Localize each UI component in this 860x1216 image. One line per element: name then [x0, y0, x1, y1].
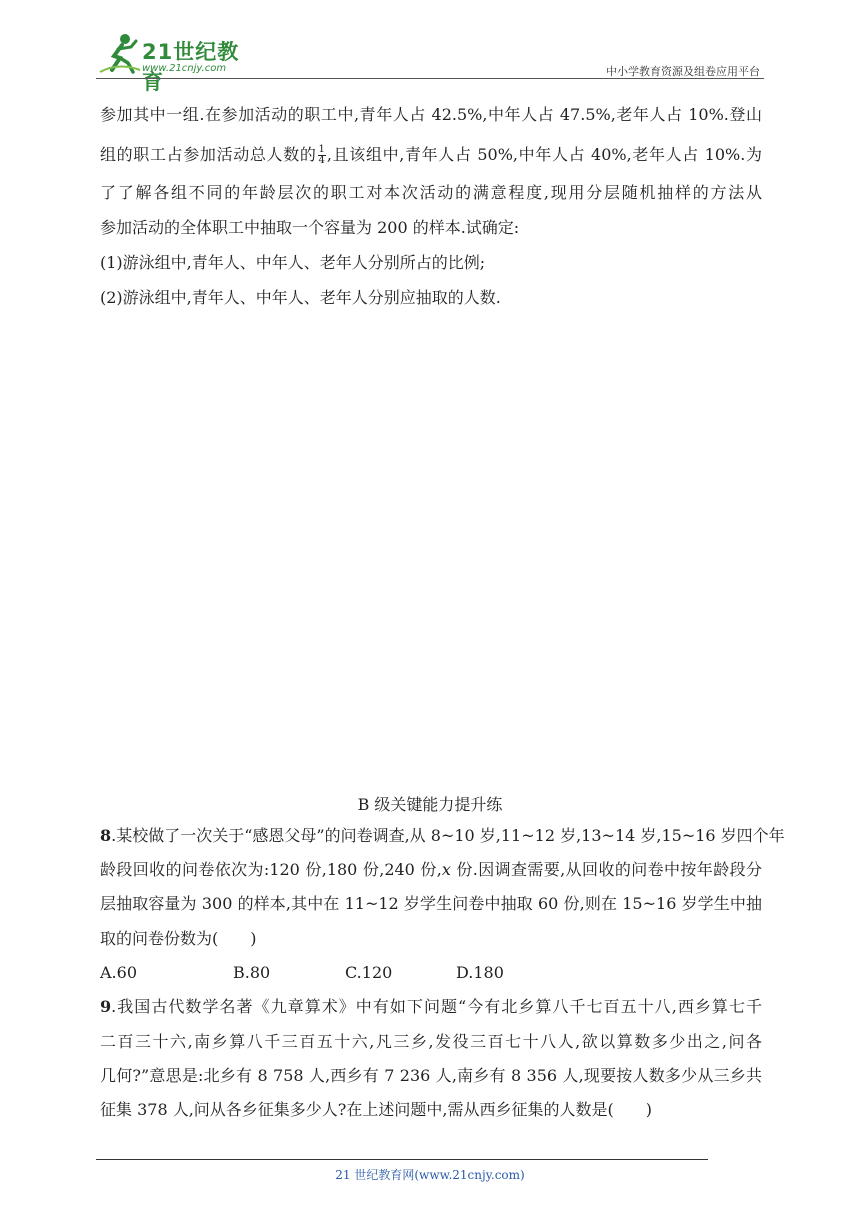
- problem-7-line-3: 了了解各组不同的年龄层次的职工对本次活动的满意程度,现用分层随机抽样的方法从: [100, 183, 762, 202]
- problem-8-line-4: 取的问卷份数为( ): [100, 929, 257, 948]
- problem-9-line-1: [100, 997, 762, 1017]
- problem-7-line-2-pre: 组的职工占参加活动总人数的: [100, 145, 317, 164]
- problem-8-line-2-pre: 龄段回收的问卷依次为:120 份,180 份,240 份,: [100, 860, 442, 879]
- problem-8-number: 8: [100, 826, 112, 845]
- problem-7-line-4: 参加活动的全体职工中抽取一个容量为 200 的样本.试确定:: [100, 218, 520, 237]
- page-header: [98, 32, 760, 94]
- header-divider: [96, 78, 764, 79]
- problem-9-line-2: 二百三十六,南乡算八千三百五十六,凡三乡,发役三百七十八人,欲以算数多少出之,问各: [100, 1032, 762, 1051]
- logo-text: 21世纪教育: [142, 40, 240, 94]
- problem-8-line-2-post: 份.因调查需要,从回收的问卷中按年龄段分: [450, 860, 762, 879]
- footer-divider: [96, 1159, 708, 1160]
- problem-8-line-3: 层抽取容量为 300 的样本,其中在 11~12 岁学生问卷中抽取 60 份,则在 15~16 岁学生中抽: [100, 894, 762, 913]
- problem-9-line-4: 征集 378 人,问从各乡征集多少人?在上述问题中,需从西乡征集的人数是( ): [100, 1100, 652, 1119]
- problem-8-line-1: [100, 826, 785, 846]
- fraction-denominator: 4: [318, 155, 325, 166]
- problem-7-subquestion-2: (2)游泳组中,青年人、中年人、老年人分别应抽取的人数.: [100, 288, 501, 307]
- problem-7-subquestion-1: (1)游泳组中,青年人、中年人、老年人分别所占的比例;: [100, 253, 486, 272]
- fraction-numerator: 1: [318, 144, 325, 155]
- footer-text: 21 世纪教育网(www.21cnjy.com): [335, 1168, 525, 1182]
- fraction-one-quarter: [318, 145, 326, 166]
- problem-7-line-2: [100, 145, 762, 166]
- problem-7-line-1: 参加其中一组.在参加活动的职工中,青年人占 42.5%,中年人占 47.5%,老年人占 10%.登山: [100, 105, 762, 124]
- site-logo: [98, 32, 258, 94]
- problem-8-line-2: [100, 860, 762, 880]
- section-b-title: B 级关键能力提升练: [357, 795, 503, 814]
- problem-8-line-1-text: .某校做了一次关于“感恩父母”的问卷调查,从 8~10 岁,11~12 岁,13~14 岁,15~16 岁四个年: [111, 826, 785, 845]
- runner-logo-icon: [98, 32, 142, 76]
- problem-7-line-2-post: ,且该组中,青年人占 50%,中年人占 40%,老年人占 10%.为: [326, 145, 762, 164]
- option-a: A.60: [100, 963, 137, 982]
- problem-9-line-3: 几何?”意思是:北乡有 8 758 人,西乡有 7 236 人,南乡有 8 356 人,现要按人数多少从三乡共: [100, 1066, 762, 1085]
- logo-url: www.21cnjy.com: [142, 63, 227, 74]
- option-b: B.80: [233, 963, 271, 982]
- platform-name: 中小学教育资源及组卷应用平台: [606, 65, 760, 78]
- option-d: D.180: [456, 963, 504, 982]
- problem-9-line-1-text: .我国古代数学名著《九章算术》中有如下问题“今有北乡算八千七百五十八,西乡算七千: [111, 997, 762, 1016]
- option-c: C.120: [345, 963, 393, 982]
- variable-x: x: [441, 860, 451, 879]
- problem-8-options: [100, 963, 762, 983]
- problem-9-number: 9: [100, 997, 112, 1016]
